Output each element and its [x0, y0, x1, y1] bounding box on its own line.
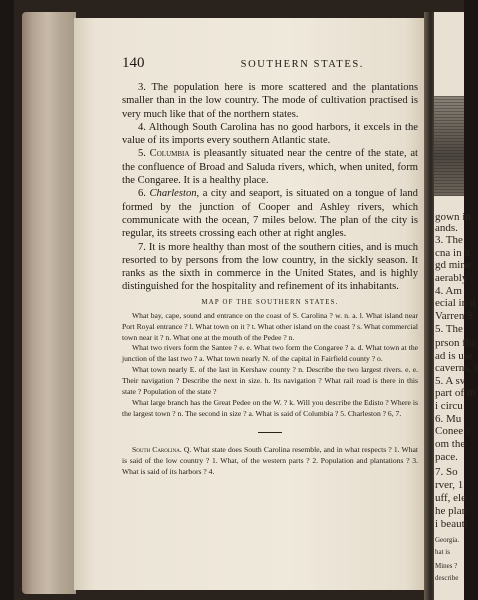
facing-page-line: ands. — [435, 222, 458, 234]
map-section-heading: MAP OF THE SOUTHERN STATES. — [201, 298, 339, 306]
paragraph-7: 7. It is more healthy than most of the southern cities, and is much resorted to by persons from the low country, in the sickly season. It ranks as the sixth in commerce in the United States, and is highly distinguished for the hospitality and refinement of its inhabitants. — [122, 241, 418, 293]
paragraph-6: 6. Charleston, a city and seaport, is situated on a tongue of land formed by the junction of Cooper and Ashley rivers, which communicate with the ocean, 7 miles below. The plan of the city is regular, its streets crossing each other at right angles. — [122, 188, 418, 240]
facing-page-line: hat is — [435, 548, 450, 556]
facing-page-line: i circu — [435, 400, 463, 412]
facing-page-line: 3. The — [435, 234, 463, 246]
paragraph-5: 5. Columbia is pleasantly situated near the centre of the state, at the confluence of Broad and Saluda rivers, which, when united, form the Congaree. It is a healthy place. — [122, 148, 418, 187]
facing-page-line: 5. The — [435, 323, 463, 335]
facing-page-line: aerably — [435, 272, 468, 284]
engraving-illustration — [434, 96, 464, 196]
facing-page-line: gd mine — [435, 259, 471, 271]
facing-page-line: gown in — [435, 211, 471, 223]
facing-page-line: part of th — [435, 387, 476, 399]
facing-page-line: ecial in d — [435, 297, 476, 309]
running-head: SOUTHERN STATES. — [240, 59, 364, 70]
paragraph-3: 3. The population here is more scattered and the plantations smaller than in the low country. The mode of cultivation practised is very much like that of the northern states. — [122, 82, 418, 120]
facing-page-line: 5. A sv — [435, 375, 466, 387]
facing-page-line: cna in it — [435, 247, 471, 259]
map-question-2: What two rivers form the Santee ? e. e. What two form the Congaree ? a. d. What town at the junction of the last two ? a. What town nearly N. of the capital in Fairfield county ? o. — [122, 343, 418, 364]
right-page — [434, 12, 478, 600]
facing-page-line: uff, ele — [435, 492, 466, 504]
facing-page-line: om the — [435, 438, 466, 450]
facing-page-line: 7. So — [435, 466, 458, 478]
map-question-3: What town nearly E. of the last in Kershaw county ? n. Describe the two largest rivers. e. e. Their navigation ? Describe the next in size. h. Its navigation ? What rail road is there in this state ? Population of the state ? — [122, 365, 418, 397]
map-question-4: What large branch has the Great Pedee on the W. ? k. Will you describe the Edisto ? Where is the largest town ? n. The second in size ? a. What is said of Columbia ? 5. Charleston ? 6, 7. — [122, 398, 418, 418]
page-number: 140 — [122, 55, 145, 71]
paragraph-4: 4. Although South Carolina has no good harbors, it excels in the value of its imports every southern Atlantic state. — [122, 121, 418, 147]
review-questions: South Carolina. Q. What state does South Carolina resemble, and in what respects ? 1. What is said of the low country ? 1. What, of the western parts ? 2. Population and plantations ? 3. What is said of its harbors ? 4. — [122, 444, 418, 476]
facing-page-line: he plan — [435, 505, 468, 517]
facing-page-line: Conee r — [435, 425, 470, 437]
facing-page-line: ad is use — [435, 350, 473, 362]
facing-page-line: describe — [435, 574, 459, 582]
facing-page-line: prson flo — [435, 337, 475, 349]
map-question-1: What bay, cape, sound and entrance on the coast of S. Carolina ? w. n. a. l. What island near Port Royal entrance ? l. What town on it ? t. What other island on the coast ? s. What commercial town near it ? n. What one at the mouth of the Pedee ? n. — [122, 310, 418, 342]
facing-page-line: i beauti — [435, 518, 468, 530]
facing-page-line: Georgia. — [435, 536, 460, 544]
facing-page-line: Mines ? — [435, 562, 458, 570]
page-content — [122, 55, 418, 478]
section-divider — [258, 432, 282, 433]
facing-page-line: 6. Mu — [435, 413, 462, 425]
facing-page-line: rver, 1 — [435, 479, 464, 491]
facing-page-line: 4. Am — [435, 285, 462, 297]
page-stack-edge — [22, 12, 76, 594]
page-header — [122, 55, 418, 72]
facing-page-line: pace. — [435, 451, 458, 463]
facing-page-line: Varren S — [435, 310, 474, 322]
facing-page-line: caverns, s — [435, 362, 478, 374]
